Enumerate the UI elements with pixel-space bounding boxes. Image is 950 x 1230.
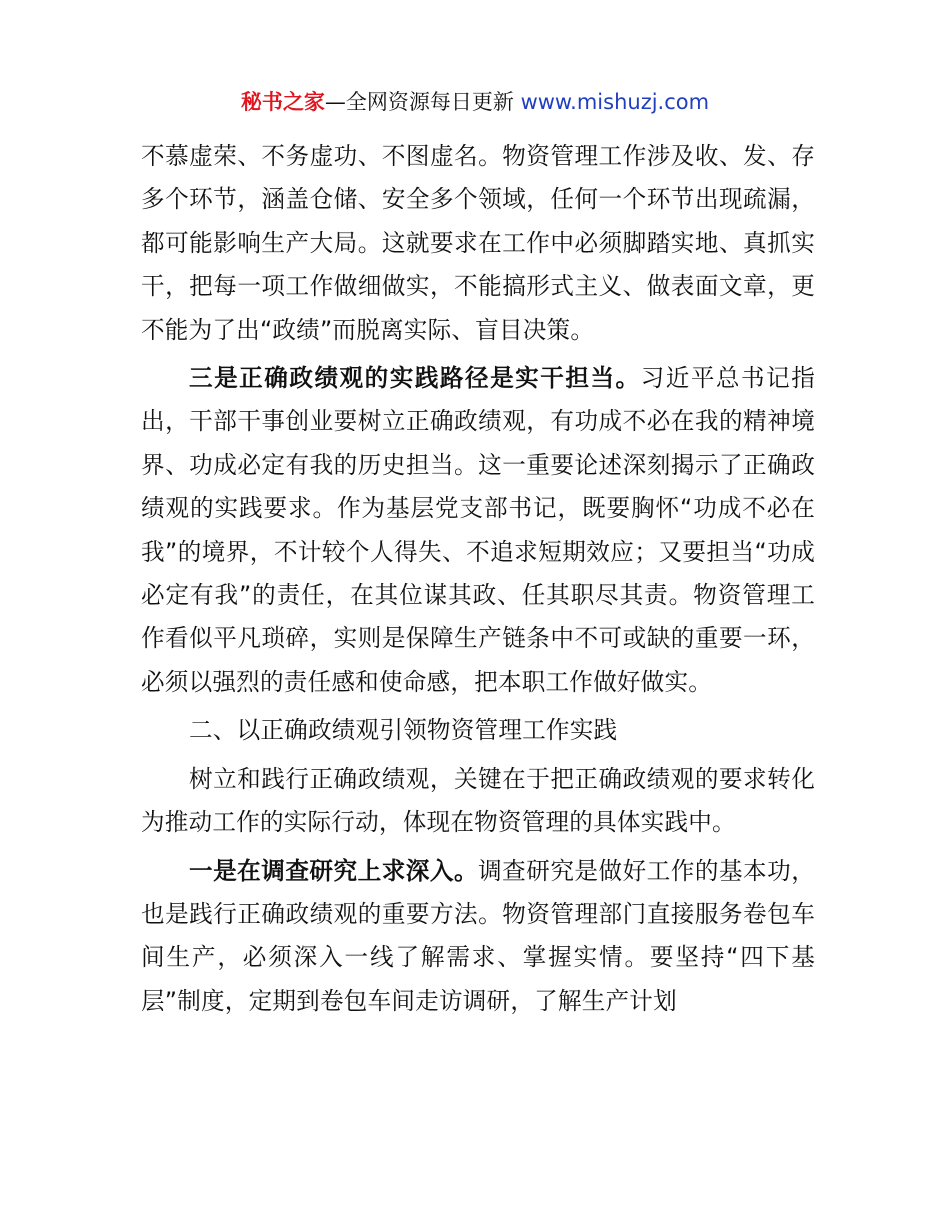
site-header — [0, 86, 950, 118]
paragraph-text: 调查研究是做好工作的基本功，也是践行正确政绩观的重要方法。物资管理部门直接服务卷包车间生产，必须深入一线了解需求、掌握实情。要坚持“四下基层”制度，定期到卷包车间走访调研，了解生产计划 — [141, 856, 815, 1015]
paragraph-intro — [141, 758, 815, 845]
paragraph-research — [141, 850, 815, 1024]
site-url-link[interactable]: www.mishuzj.com — [520, 90, 710, 114]
section-heading-text: 二、以正确政绩观引领物资管理工作实践 — [189, 716, 618, 745]
paragraph-text: 不慕虚荣、不务虚功、不图虚名。物资管理工作涉及收、发、存多个环节，涵盖仓储、安全多个领域，任何一个环节出现疏漏，都可能影响生产大局。这就要求在工作中必须脚踏实地、真抓实干，把每一项工作做细做实，不能搞形式主义、做表面文章，更不能为了出“政绩”而脱离实际、盲目决策。 — [141, 142, 815, 344]
brand-name: 秘书之家 — [240, 90, 325, 114]
header-tagline: —全网资源每日更新 — [324, 90, 521, 114]
paragraph-lead: 三是正确政绩观的实践路径是实干担当。 — [189, 364, 641, 393]
paragraph-lead: 一是在调查研究上求深入。 — [189, 856, 479, 885]
paragraph-continuation — [141, 135, 815, 352]
section-heading — [141, 709, 815, 752]
paragraph-text: 树立和践行正确政绩观，关键在于把正确政绩观的要求转化为推动工作的实际行动，体现在物资管理的具体实践中。 — [141, 764, 815, 837]
paragraph-practice-path — [141, 357, 815, 704]
document-body — [141, 135, 815, 1023]
paragraph-text: 习近平总书记指出，干部干事创业要树立正确政绩观，有功成不必在我的精神境界、功成必定有我的历史担当。这一重要论述深刻揭示了正确政绩观的实践要求。作为基层党支部书记，既要胸怀“功成不必在我”的境界，不计较个人得失、不追求短期效应；又要担当“功成必定有我”的责任，在其位谋其政、任其职尽其责。物资管理工作看似平凡琐碎，实则是保障生产链条中不可或缺的重要一环，必须以强烈的责任感和使命感，把本职工作做好做实。 — [141, 364, 815, 696]
